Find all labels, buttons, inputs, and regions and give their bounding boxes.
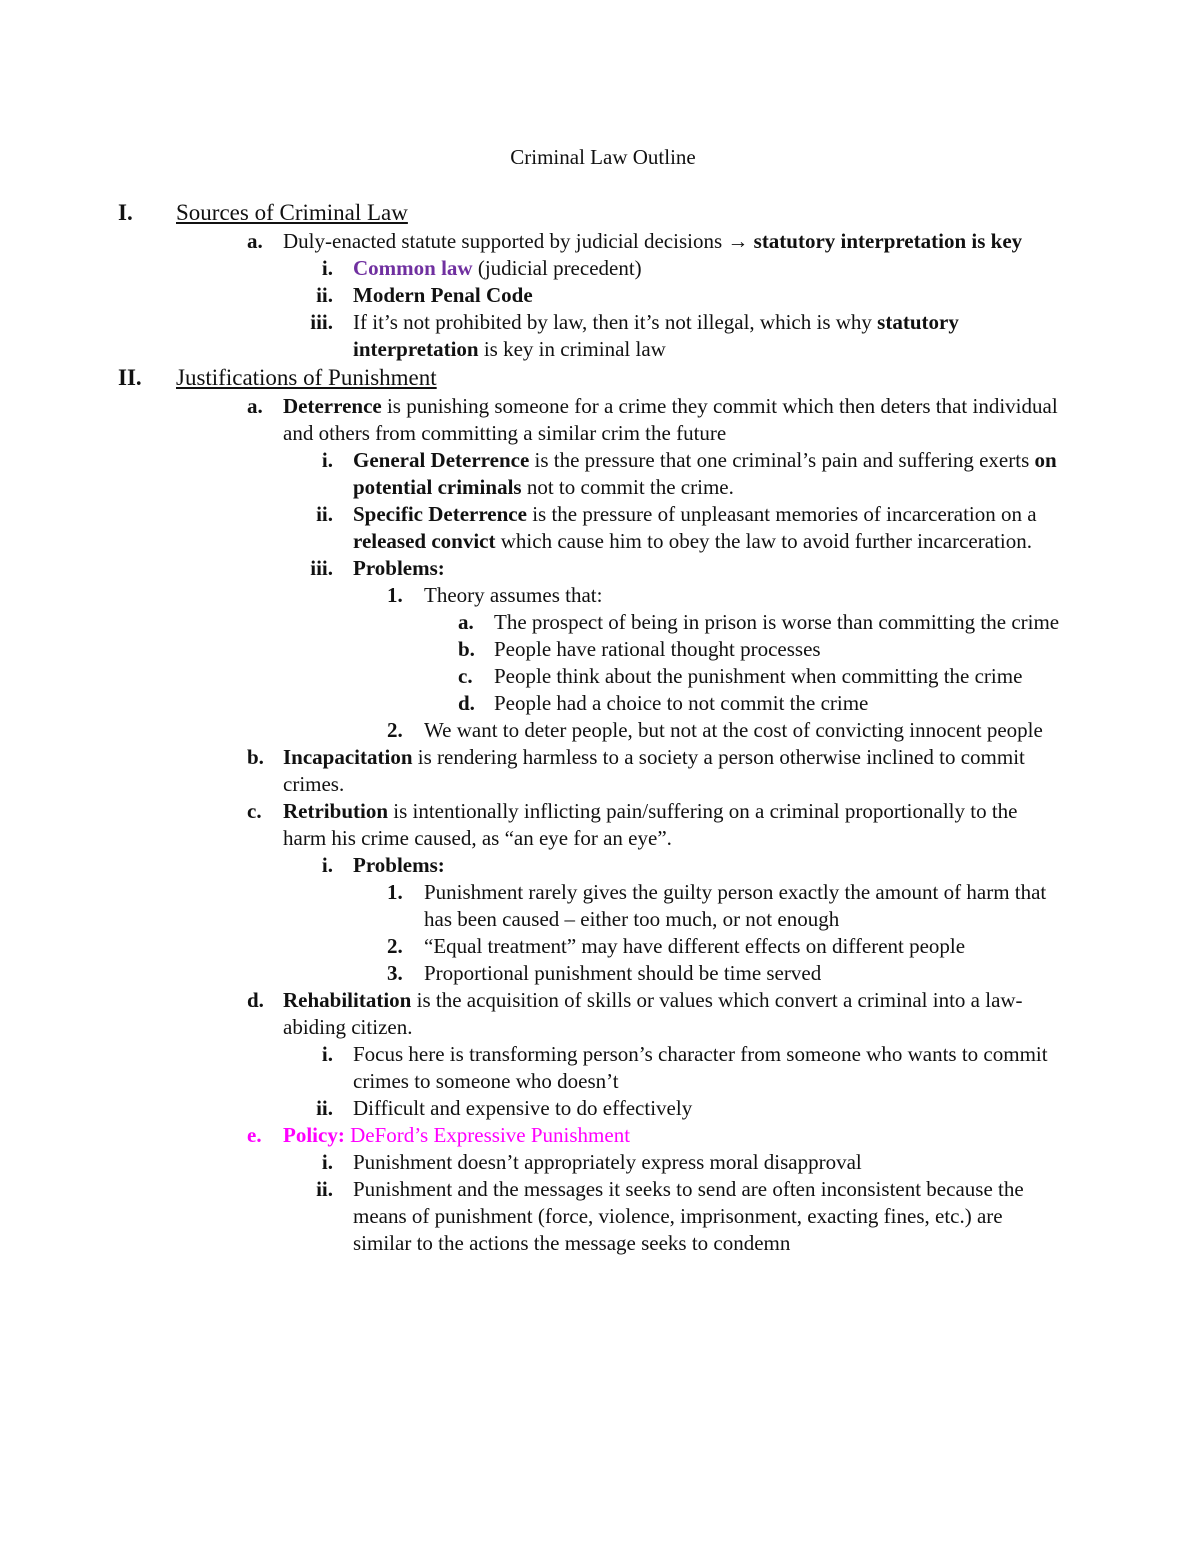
item-marker: i. <box>321 448 333 472</box>
item-marker: 2. <box>387 718 403 742</box>
item-marker: b. <box>247 745 264 769</box>
item-marker: d. <box>247 988 264 1012</box>
outline-item: i. Focus here is transforming person’s character from someone who wants to commit crimes to someone who doesn’t <box>0 1041 1200 1095</box>
outline-item: a. Duly-enacted statute supported by judicial decisions → statutory interpretation is key <box>247 229 1023 253</box>
item-marker: c. <box>247 799 262 823</box>
outline-item: i. Common law (judicial precedent) <box>0 255 1200 282</box>
item-marker: i. <box>321 853 333 877</box>
outline-item-policy <box>0 1122 1200 1149</box>
outline-item-retribution: c. Retribution is intentionally inflicting pain/suffering on a criminal proportionally to the harm his crime caused, as “an eye for an eye”. <box>247 799 1018 850</box>
outline-item: iii. If it’s not prohibited by law, then it’s not illegal, which is why statutory interpretation is key in criminal law <box>0 309 1200 363</box>
section-heading: Sources of Criminal Law <box>176 200 408 225</box>
item-marker: 3. <box>387 961 403 985</box>
section-sources <box>0 198 1200 228</box>
section-justifications <box>0 363 1200 393</box>
item-marker: c. <box>458 664 473 688</box>
item-marker: iii. <box>310 310 333 334</box>
section-marker: I. <box>118 200 133 225</box>
outline-item-incapacitation: b. Incapacitation is rendering harmless to a society a person otherwise inclined to commit crimes. <box>247 745 1025 796</box>
policy-label: Policy: <box>283 1123 345 1147</box>
policy-title: DeFord’s Expressive Punishment <box>344 1123 631 1147</box>
item-marker: e. <box>247 1123 262 1147</box>
item-marker: iii. <box>310 556 333 580</box>
section-marker: II. <box>118 365 142 390</box>
section-heading: Justifications of Punishment <box>176 365 437 390</box>
outline-item: ii. Specific Deterrence is the pressure of unpleasant memories of incarceration on a released convict which cause him to obey the law to avoid further incarceration. <box>0 501 1200 555</box>
document-title: Criminal Law Outline <box>510 145 696 169</box>
item-marker: 1. <box>387 880 403 904</box>
outline-item: b. People have rational thought processes <box>458 637 821 661</box>
item-marker: i. <box>321 1150 333 1174</box>
outline-item: 1. Theory assumes that: <box>387 583 603 607</box>
outline-item: ii. Punishment and the messages it seeks to send are often inconsistent because the means of punishment (force, violence, imprisonment, exacting fines, etc.) are similar to the actions the message seeks to condemn <box>0 1176 1200 1257</box>
item-marker: ii. <box>316 1177 333 1201</box>
outline-item: c. People think about the punishment when committing the crime <box>458 664 1023 688</box>
outline-item: i. Punishment doesn’t appropriately express moral disapproval <box>0 1149 1200 1176</box>
item-marker: b. <box>458 637 475 661</box>
outline-item: 2. “Equal treatment” may have different effects on different people <box>387 934 966 958</box>
outline-item: i. Problems: <box>0 852 1200 879</box>
outline <box>0 198 1200 1257</box>
outline-item: ii. Difficult and expensive to do effectively <box>0 1095 1200 1122</box>
outline-item: i. General Deterrence is the pressure that one criminal’s pain and suffering exerts on potential criminals not to commit the crime. <box>0 447 1200 501</box>
item-marker: ii. <box>316 502 333 526</box>
common-law-term: Common law <box>353 256 473 280</box>
item-marker: i. <box>321 256 333 280</box>
item-marker: a. <box>247 394 263 418</box>
outline-item-deterrence: a. Deterrence is punishing someone for a crime they commit which then deters that individual and others from committing a similar crim the future <box>247 394 1058 445</box>
outline-item: 2. We want to deter people, but not at the cost of convicting innocent people <box>387 718 1043 742</box>
outline-item-rehabilitation: d. Rehabilitation is the acquisition of skills or values which convert a criminal into a law-abiding citizen. <box>247 988 1023 1039</box>
outline-item: 3. Proportional punishment should be time served <box>387 961 822 985</box>
outline-item: iii. Problems: <box>0 555 1200 582</box>
item-marker: d. <box>458 691 475 715</box>
item-marker: 2. <box>387 934 403 958</box>
item-marker: a. <box>247 229 263 253</box>
item-marker: a. <box>458 610 474 634</box>
outline-item: d. People had a choice to not commit the crime <box>458 691 869 715</box>
outline-item: a. The prospect of being in prison is worse than committing the crime <box>458 610 1060 634</box>
outline-item: ii. Modern Penal Code <box>0 282 1200 309</box>
arrow-icon: → <box>727 229 749 253</box>
item-marker: 1. <box>387 583 403 607</box>
item-marker: ii. <box>316 283 333 307</box>
outline-item: 1. Punishment rarely gives the guilty person exactly the amount of harm that has been caused – either too much, or not enough <box>387 880 1047 931</box>
item-marker: i. <box>321 1042 333 1066</box>
item-marker: ii. <box>316 1096 333 1120</box>
